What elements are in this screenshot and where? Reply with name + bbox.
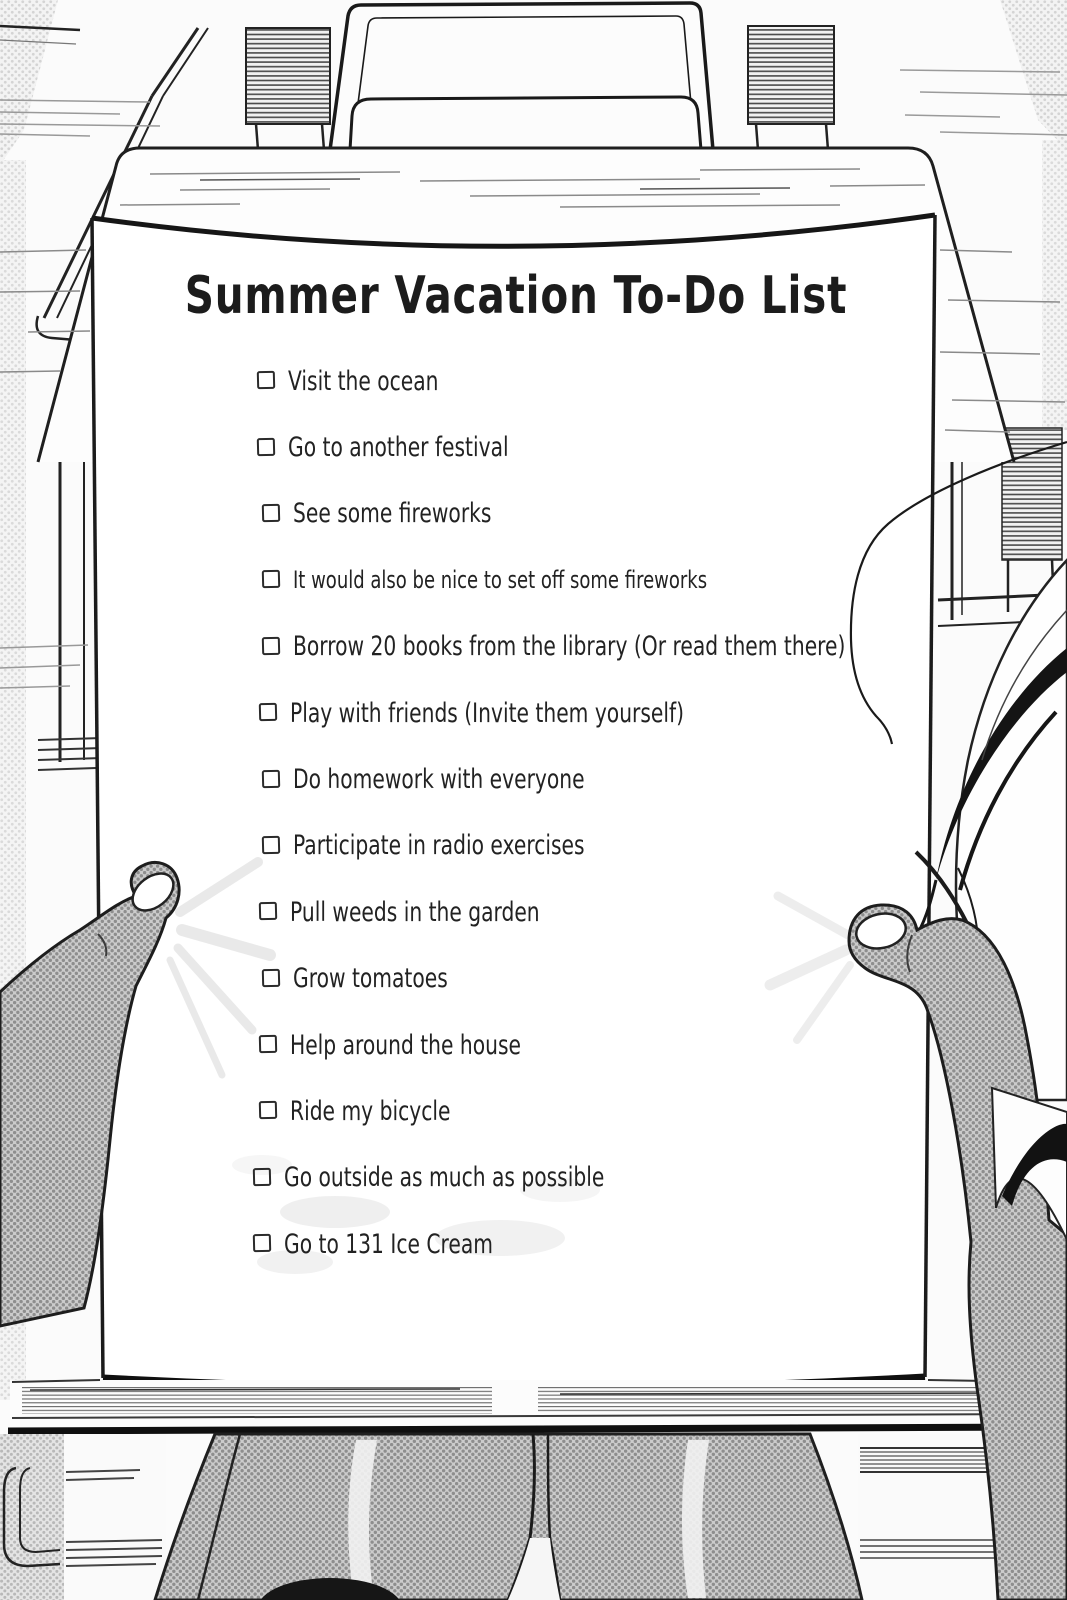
- todo-item-label: Ride my bicycle: [290, 1095, 451, 1127]
- todo-item-label: Do homework with everyone: [293, 764, 585, 796]
- todo-item-label: Go outside as much as possible: [284, 1162, 605, 1194]
- todo-item-label: Play with friends (Invite them yourself): [290, 697, 685, 729]
- list-title: Summer Vacation To-Do List: [184, 266, 848, 326]
- todo-item-label: Borrow 20 books from the library (Or read them there): [293, 631, 846, 663]
- todo-item-label: Visit the ocean: [288, 365, 439, 397]
- left-hand: [0, 862, 180, 1326]
- todo-item-label: Go to another festival: [288, 432, 509, 464]
- todo-item-label: Pull weeds in the garden: [290, 896, 540, 928]
- legs: [155, 1434, 862, 1600]
- todo-item-label: Participate in radio exercises: [293, 830, 585, 862]
- desk-front-edge: [8, 1380, 1052, 1432]
- todo-item-label: See some fireworks: [293, 498, 492, 530]
- todo-item-label: Help around the house: [290, 1029, 521, 1061]
- todo-item-label: It would also be nice to set off some fireworks: [293, 566, 708, 595]
- todo-item-label: Grow tomatoes: [293, 963, 448, 995]
- todo-item-label: Go to 131 Ice Cream: [284, 1228, 493, 1260]
